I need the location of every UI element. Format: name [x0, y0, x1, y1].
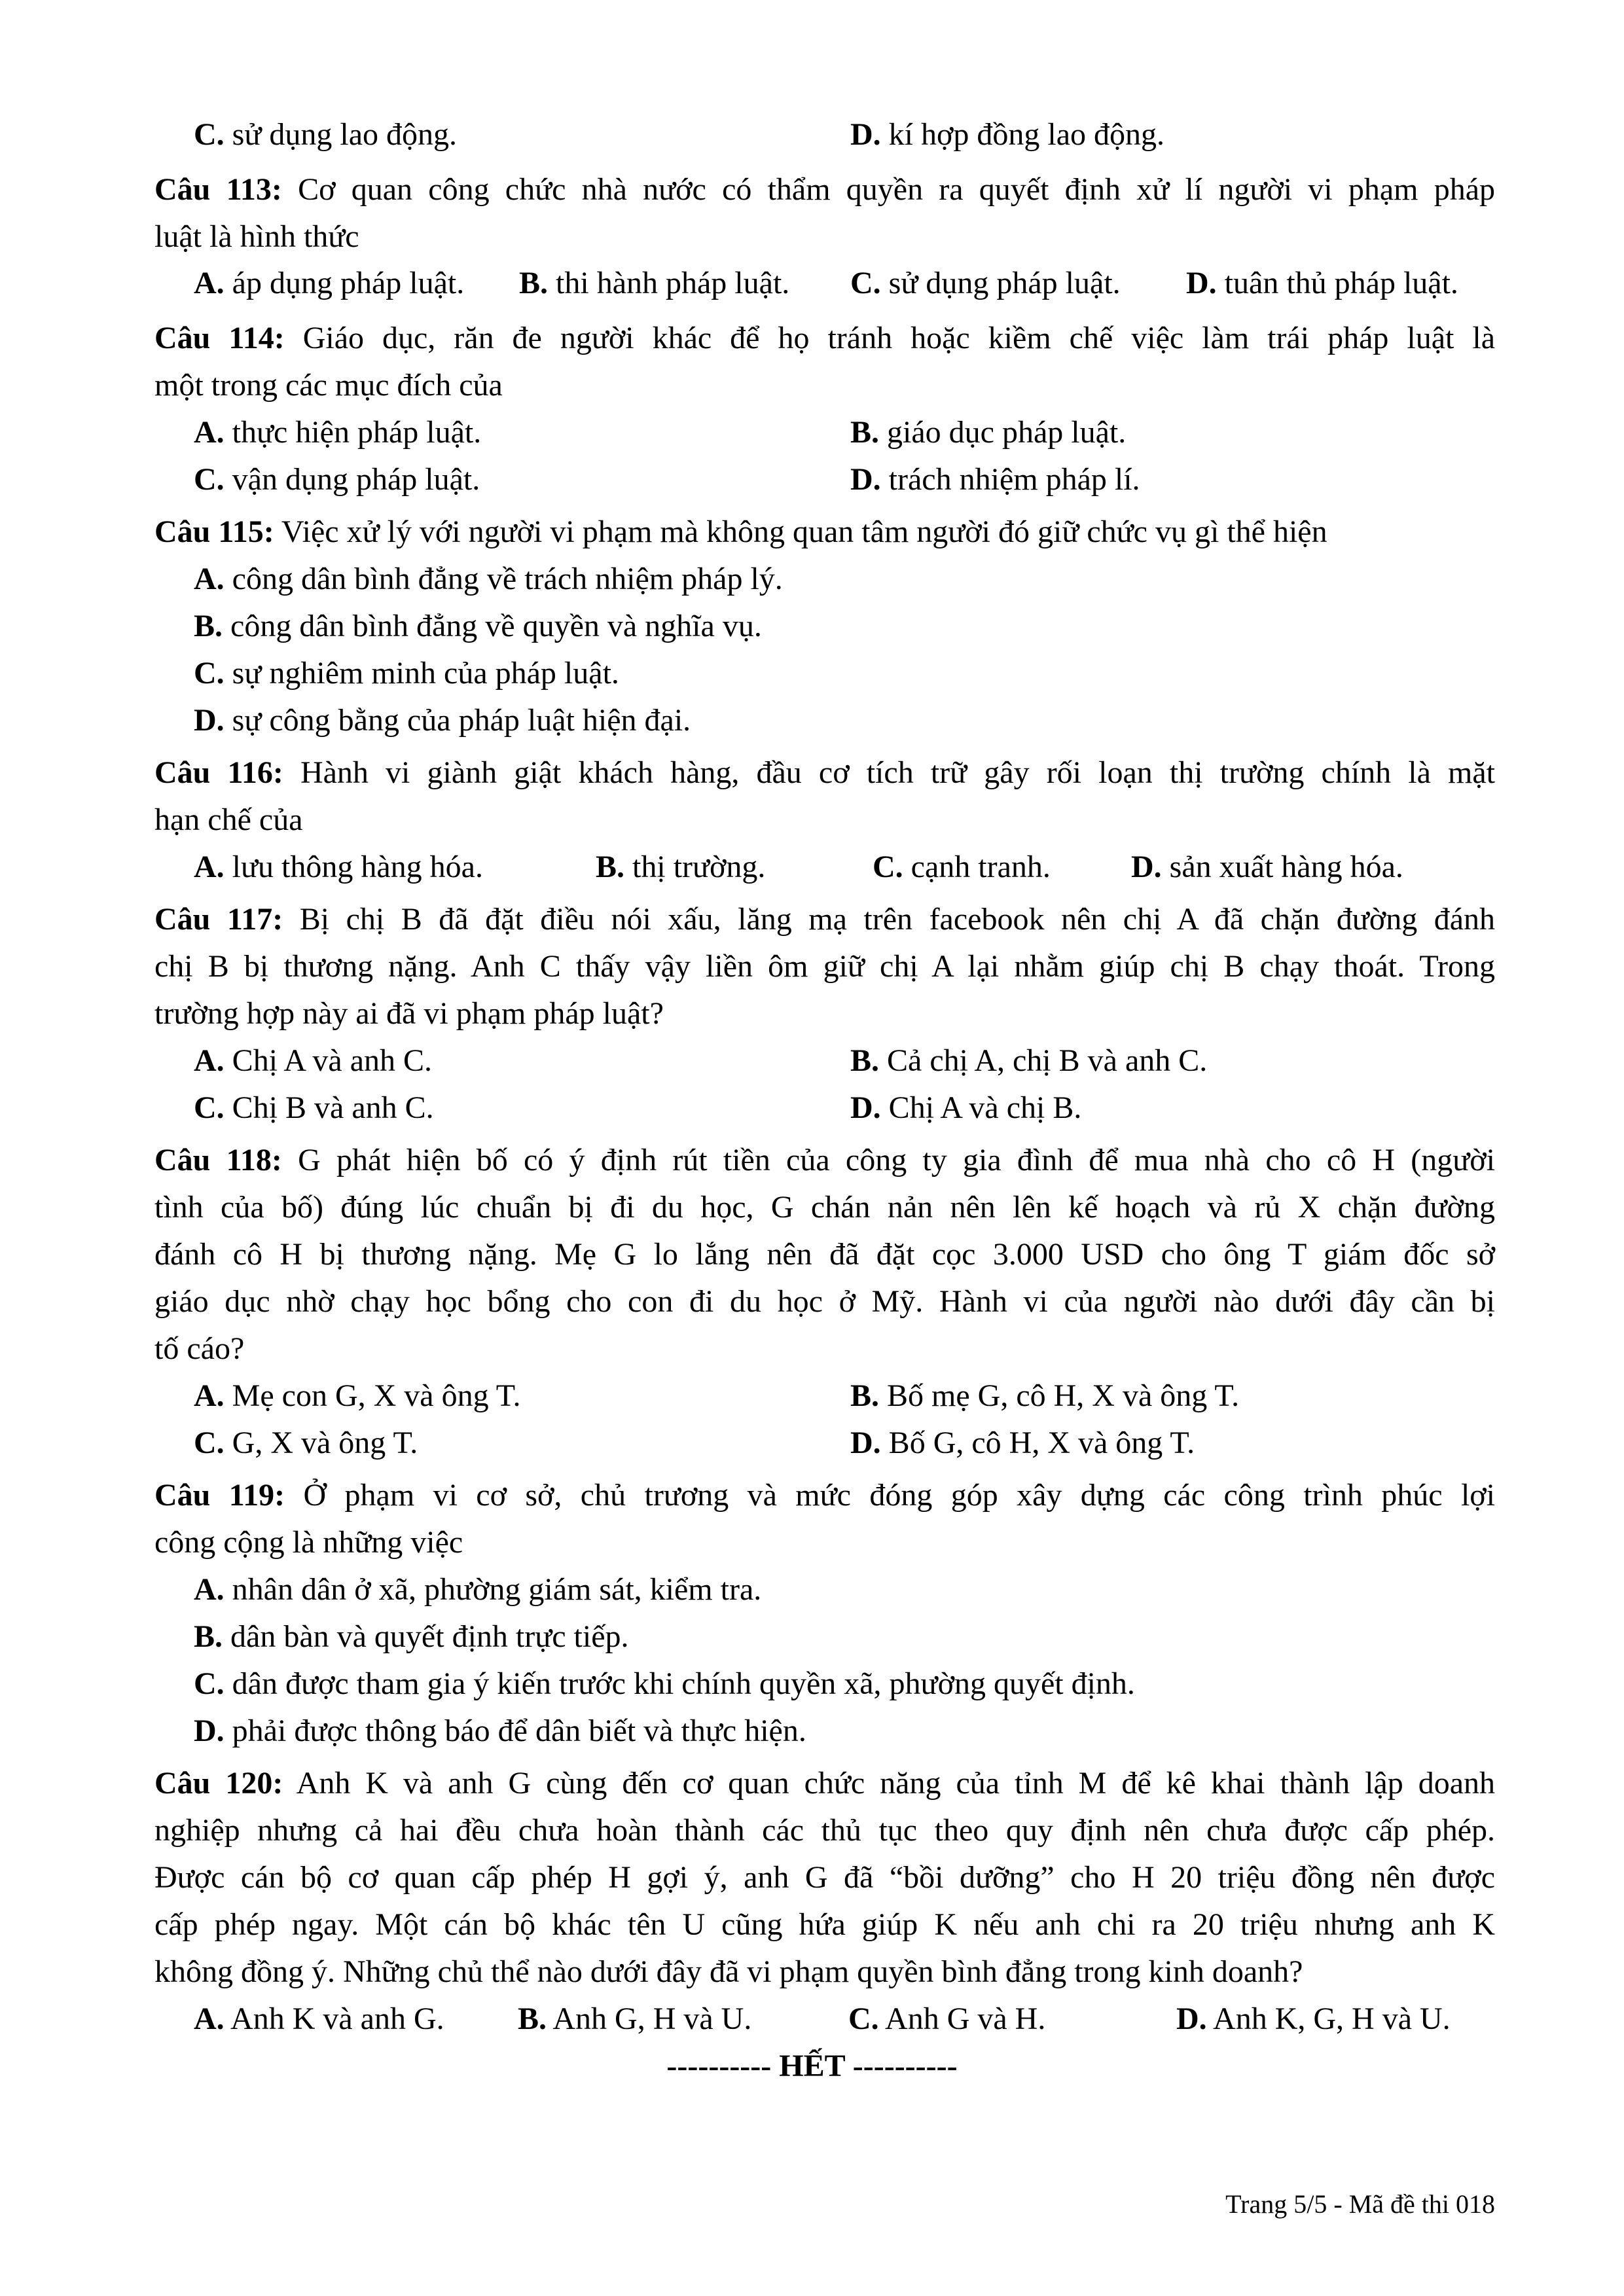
- q114-option-d: D. trách nhiệm pháp lí.: [850, 462, 1140, 497]
- q118-option-d: D. Bố G, cô H, X và ông T.: [850, 1426, 1195, 1460]
- q116-stem-line2: hạn chế của: [154, 802, 303, 837]
- q113-options: [194, 260, 1495, 307]
- q112-option-c: C. sử dụng lao động.: [194, 117, 458, 152]
- q120-option-d: D. Anh K, G, H và U.: [1176, 2001, 1451, 2036]
- q114-option-a: A. thực hiện pháp luật.: [194, 415, 482, 450]
- q119-option-a: A. nhân dân ở xã, phường giám sát, kiểm tra.: [194, 1572, 762, 1607]
- q120-options: [194, 1996, 1495, 2043]
- q117-stem-line1: Câu 117: Bị chị B đã đặt điều nói xấu, lăng mạ trên facebook nên chị A đã chặn đường đánh: [154, 902, 1496, 937]
- q115-option-a: A. công dân bình đẳng về trách nhiệm pháp lý.: [194, 562, 783, 596]
- q118-stem-line4: giáo dục nhờ chạy học bổng cho con đi du học ở Mỹ. Hành vi của người nào dưới đây cần bị: [154, 1284, 1495, 1319]
- q115-option-c: C. sự nghiêm minh của pháp luật.: [194, 656, 619, 691]
- q113-option-b: B. thi hành pháp luật.: [519, 266, 790, 300]
- q118-stem-line3: đánh cô H bị thương nặng. Mẹ G lo lắng nên đã đặt cọc 3.000 USD cho ông T giám đốc sở: [154, 1237, 1495, 1272]
- q114-option-c: C. vận dụng pháp luật.: [194, 462, 480, 497]
- q116-option-b: B. thị trường.: [596, 850, 766, 884]
- q117-option-a: A. Chị A và anh C.: [194, 1043, 433, 1078]
- q119-option-d: D. phải được thông báo để dân biết và thực hiện.: [194, 1713, 806, 1748]
- q115-option-d: D. sự công bằng của pháp luật hiện đại.: [194, 703, 691, 738]
- q119-stem-line1: Câu 119: Ở phạm vi cơ sở, chủ trương và mức đóng góp xây dựng các công trình phúc lợi: [154, 1478, 1495, 1513]
- q113-option-a: A. áp dụng pháp luật.: [194, 266, 465, 300]
- q118-option-b: B. Bố mẹ G, cô H, X và ông T.: [850, 1378, 1240, 1413]
- q118-stem-line1: Câu 118: G phát hiện bố có ý định rút tiền của công ty gia đình để mua nhà cho cô H (người: [154, 1143, 1495, 1177]
- q117-stem-line3: trường hợp này ai đã vi phạm pháp luật?: [154, 996, 664, 1031]
- q120-stem-line3: Được cán bộ cơ quan cấp phép H gợi ý, anh G đã “bồi dưỡng” cho H 20 triệu đồng nên được: [154, 1860, 1495, 1895]
- q119-stem-line2: công cộng là những việc: [154, 1525, 463, 1560]
- q113-option-d: D. tuân thủ pháp luật.: [1186, 266, 1458, 300]
- q120-stem-line5: không đồng ý. Những chủ thể nào dưới đây đã vi phạm quyền bình đẳng trong kinh doanh?: [154, 1954, 1303, 1989]
- q116-option-d: D. sản xuất hàng hóa.: [1131, 850, 1403, 884]
- q119-option-c: C. dân được tham gia ý kiến trước khi chính quyền xã, phường quyết định.: [194, 1666, 1135, 1701]
- q120-stem-line2: nghiệp nhưng cả hai đều chưa hoàn thành các thủ tục theo quy định nên chưa được cấp phép.: [154, 1813, 1495, 1848]
- q118-stem-line5: tố cáo?: [154, 1331, 245, 1366]
- q117-stem-line2: chị B bị thương nặng. Anh C thấy vậy liền ôm giữ chị A lại nhằm giúp chị B chạy thoát. Trong: [154, 949, 1495, 984]
- q117-option-d: D. Chị A và chị B.: [850, 1090, 1082, 1125]
- q114-stem-line1: Câu 114: Giáo dục, răn đe người khác để họ tránh hoặc kiềm chế việc làm trái pháp luật là: [154, 321, 1495, 355]
- q112-option-d: D. kí hợp đồng lao động.: [850, 117, 1165, 152]
- q117-option-c: C. Chị B và anh C.: [194, 1090, 434, 1125]
- q115-stem-line1: Câu 115: Việc xử lý với người vi phạm mà không quan tâm người đó giữ chức vụ gì thể hiện: [154, 514, 1327, 549]
- q117-option-b: B. Cả chị A, chị B và anh C.: [850, 1043, 1208, 1078]
- q120-option-b: B. Anh G, H và U.: [518, 2001, 752, 2036]
- q120-stem-line4: cấp phép ngay. Một cán bộ khác tên U cũng hứa giúp K nếu anh chi ra 20 triệu nhưng anh K: [154, 1907, 1495, 1942]
- q113-option-c: C. sử dụng pháp luật.: [850, 266, 1121, 300]
- q116-stem-line1: Câu 116: Hành vi giành giật khách hàng, đầu cơ tích trữ gây rối loạn thị trường chính là mặt: [154, 755, 1496, 790]
- q120-option-c: C. Anh G và H.: [848, 2001, 1046, 2036]
- q114-option-b: B. giáo dục pháp luật.: [850, 415, 1127, 450]
- page-footer: Trang 5/5 - Mã đề thi 018: [1225, 2189, 1495, 2219]
- q113-stem-line2: luật là hình thức: [154, 219, 359, 254]
- q120-option-a: A. Anh K và anh G.: [194, 2001, 444, 2036]
- q113-stem-line1: Câu 113: Cơ quan công chức nhà nước có thẩm quyền ra quyết định xử lí người vi phạm pháp: [154, 172, 1495, 207]
- q118-option-c: C. G, X và ông T.: [194, 1426, 418, 1460]
- q120-stem-line1: Câu 120: Anh K và anh G cùng đến cơ quan chức năng của tỉnh M để kê khai thành lập doanh: [154, 1766, 1496, 1801]
- q114-stem-line2: một trong các mục đích của: [154, 368, 503, 403]
- q115-option-b: B. công dân bình đẳng về quyền và nghĩa vụ.: [194, 609, 762, 643]
- q118-option-a: A. Mẹ con G, X và ông T.: [194, 1378, 521, 1413]
- q119-option-b: B. dân bàn và quyết định trực tiếp.: [194, 1619, 629, 1654]
- q116-options: [194, 844, 1495, 891]
- q116-option-c: C. cạnh tranh.: [873, 850, 1051, 884]
- q118-stem-line2: tình của bố) đúng lúc chuẩn bị đi du học, G chán nản nên lên kế hoạch và rủ X chặn đường: [154, 1190, 1495, 1225]
- end-marker: ---------- HẾT ----------: [666, 2049, 958, 2083]
- q116-option-a: A. lưu thông hàng hóa.: [194, 850, 483, 884]
